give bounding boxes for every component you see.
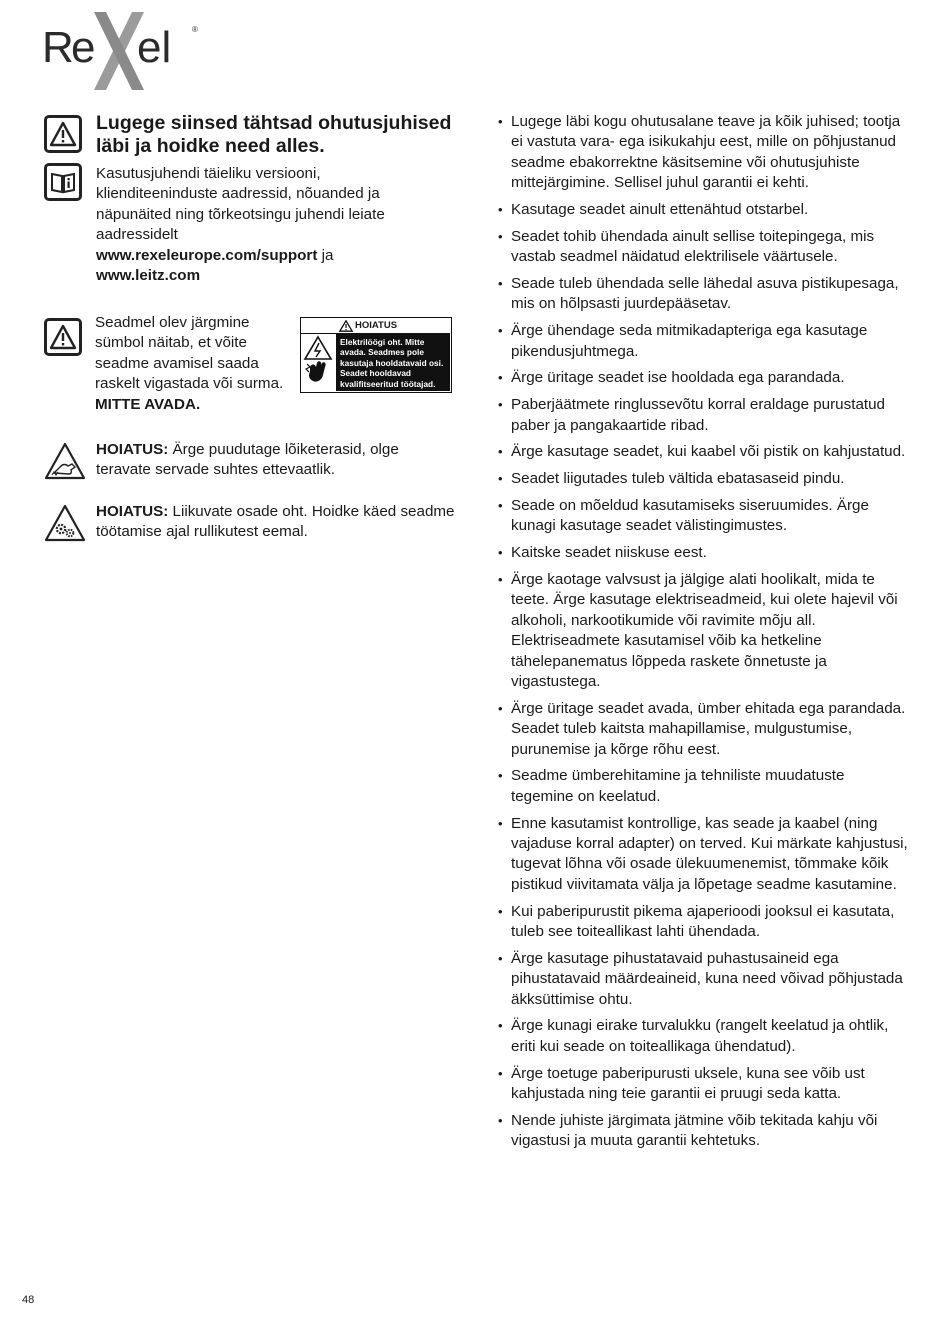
list-item: • Ärge toetuge paberipurusti uksele, kuna see võib ust kahjustada ning teie garantii ei pruugi seda katta. bbox=[498, 1064, 865, 1103]
bullet-icon: • bbox=[498, 471, 503, 487]
list-item: • Ärge ühendage seda mitmikadapteriga ega kasutage pikendusjuhtmega. bbox=[498, 322, 868, 360]
electric-shock-icon bbox=[301, 334, 335, 389]
label-title: HOIATUS bbox=[355, 320, 398, 331]
list-item: • Seadme ümberehitamine ja tehniliste muudatuste tegemine on keelatud. bbox=[498, 767, 845, 805]
svg-text:e: e bbox=[71, 23, 96, 72]
warning1-label: HOIATUS: bbox=[96, 441, 169, 458]
bullet-icon: • bbox=[498, 950, 503, 966]
bullet-icon: • bbox=[498, 228, 503, 244]
page-heading: Lugege siinsed tähtsad ohutusjuhised läbi ja hoidke need alles. bbox=[96, 112, 452, 157]
svg-text:®: ® bbox=[192, 25, 198, 34]
symbol-text: Seadmel olev järgmine sümbol näitab, et võite seadme avamisel saada raskelt vigastada või surma. bbox=[95, 314, 284, 393]
hoiatus-warning-label bbox=[300, 317, 452, 393]
cutting-blade-warning-icon bbox=[44, 442, 86, 480]
list-item: • Ärge kasutage pihustatavaid puhastusaineid ega pihustatavaid määrdeaineid, kuna need võivad põhjustada äkksüttimise ohtu. bbox=[498, 949, 903, 1008]
list-item: • Ärge kasutage seadet, kui kaabel või pistik on kahjustatud. bbox=[498, 442, 908, 462]
list-item: • Kui paberipurustit pikema ajaperioodi jooksul ei kasutata, tuleb see toiteallikast lahti ühendada. bbox=[498, 902, 895, 941]
warning2-paragraph bbox=[96, 502, 456, 543]
bullet-icon: • bbox=[498, 1018, 503, 1034]
label-warning-icon bbox=[339, 320, 353, 332]
list-item: • Lugege läbi kogu ohutusalane teave ja kõik juhised; tootja ei vastuta vara- ega isikukahju eest, mille on põhjustanud seadme ebakorrektne käsitsemine või ohutusjuhiste mittejärgimine. Sellisel juhul garantii ei kehti. bbox=[498, 113, 901, 192]
bullet-icon: • bbox=[498, 370, 503, 386]
warning-icon bbox=[44, 115, 82, 153]
moving-parts-warning-icon bbox=[44, 504, 86, 542]
link-leitz[interactable]: www.leitz.com bbox=[96, 267, 201, 285]
bullet-icon: • bbox=[498, 114, 503, 129]
list-item: • Ärge kaotage valvsust ja jälgige alati hoolikalt, mida te teete. Ärge kasutage elektriseadmeid, kui olete hajevil või alkoholi, narkootikumide või ravimite mõju all. Elektriseadmete kasutamisel võib ka hetkeline tähelepanematus lõppeda raskete õnnetuste ja vigastustega. bbox=[498, 571, 898, 691]
bullet-icon: • bbox=[498, 768, 503, 784]
bullet-icon: • bbox=[498, 1065, 503, 1081]
list-item: • Seadet liigutades tuleb vältida ebatasaseid pindu. bbox=[498, 469, 908, 489]
bullet-icon: • bbox=[498, 815, 503, 831]
warning1-text: Ärge puudutage lõiketerasid, olge teravate servade suhtes ettevaatlik. bbox=[96, 441, 399, 479]
bullet-icon: • bbox=[498, 1112, 503, 1128]
bullet-icon: • bbox=[498, 276, 503, 292]
bullet-icon: • bbox=[498, 545, 503, 561]
label-body: Elektrilöögi oht. Mitte avada. Seadmes pole kasutaja hooldatavaid osi. Seadet hooldavad kvalifitseeritud töötajad. bbox=[337, 334, 450, 391]
rexel-logo-graphic bbox=[42, 10, 212, 94]
manual-info-icon bbox=[44, 163, 82, 201]
list-item: • Nende juhiste järgimata jätmine võib tekitada kahju või vigastusi ja muuta garantii kehtetuks. bbox=[498, 1111, 878, 1150]
bullet-icon: • bbox=[498, 202, 503, 218]
bullet-icon: • bbox=[498, 498, 503, 514]
safety-instructions-list bbox=[498, 112, 908, 1152]
svg-text:el: el bbox=[137, 23, 172, 72]
bullet-icon: • bbox=[498, 700, 503, 716]
label-symbols bbox=[301, 334, 337, 391]
list-item: • Seadet tohib ühendada ainult sellise toitepingega, mis vastab seadmel näidatud elektrilisele väärtusele. bbox=[498, 227, 875, 266]
warning2-label: HOIATUS: bbox=[96, 503, 169, 520]
link-joiner: ja bbox=[317, 246, 334, 264]
bullet-icon: • bbox=[498, 323, 503, 339]
manual-paragraph bbox=[96, 164, 426, 286]
bullet-icon: • bbox=[498, 444, 503, 460]
manual-text: Kasutusjuhendi täieliku versiooni, klienditeeninduste aadressid, nõuanded ja näpunäited ning tõrkeotsingu juhendi leiate aadressidelt bbox=[96, 165, 385, 244]
bullet-icon: • bbox=[498, 903, 503, 919]
symbol-paragraph bbox=[95, 313, 290, 415]
list-item: • Seade tuleb ühendada selle lähedal asuva pistikupesaga, mis on hõlpsasti juurdepääsetav. bbox=[498, 275, 899, 313]
list-item: • Seade on mõeldud kasutamiseks siseruumides. Ärge kunagi kasutage seadet välistingimustes. bbox=[498, 497, 869, 535]
symbol-emphasis: MITTE AVADA. bbox=[95, 395, 201, 413]
bullet-icon: • bbox=[498, 572, 503, 588]
link-rexeleurope[interactable]: www.rexeleurope.com/support bbox=[96, 246, 318, 264]
list-item: • Paberjäätmete ringlussevõtu korral eraldage purustatud paber ja pangakaartide ribad. bbox=[498, 396, 885, 434]
warning2-text: Liikuvate osade oht. Hoidke käed seadme töötamise ajal rullikutest eemal. bbox=[96, 503, 455, 541]
list-item: • Kaitske seadet niiskuse eest. bbox=[498, 543, 908, 563]
warning-icon bbox=[44, 318, 82, 356]
list-item: • Enne kasutamist kontrollige, kas seade ja kaabel (ning vajaduse korral adapter) on terved. Kui märkate kahjustusi, tugevat lõhna või osade ülekuumenemist, tõmmake kõik pistikud viivitamata välja ja lõpetage seadme kasutamine. bbox=[498, 814, 908, 893]
list-item: • Ärge üritage seadet avada, ümber ehitada ega parandada. Seadet tuleb kaitsta mahapillamise, mulgustumise, purunemise ja kõrge rõhu eest. bbox=[498, 699, 906, 758]
list-item: • Kasutage seadet ainult ettenähtud otstarbel. bbox=[498, 200, 908, 220]
list-item: • Ärge kunagi eirake turvalukku (rangelt keelatud ja ohtlik, eriti kui seade on toiteallikaga ühendatud). bbox=[498, 1017, 889, 1055]
rexel-logo bbox=[42, 10, 212, 94]
label-header bbox=[301, 318, 450, 334]
bullet-icon: • bbox=[498, 397, 503, 413]
right-column bbox=[498, 112, 908, 1158]
svg-text:R: R bbox=[42, 23, 74, 72]
list-item: • Ärge üritage seadet ise hooldada ega parandada. bbox=[498, 368, 908, 388]
warning1-paragraph bbox=[96, 440, 456, 481]
page-number: 48 bbox=[22, 1294, 35, 1306]
